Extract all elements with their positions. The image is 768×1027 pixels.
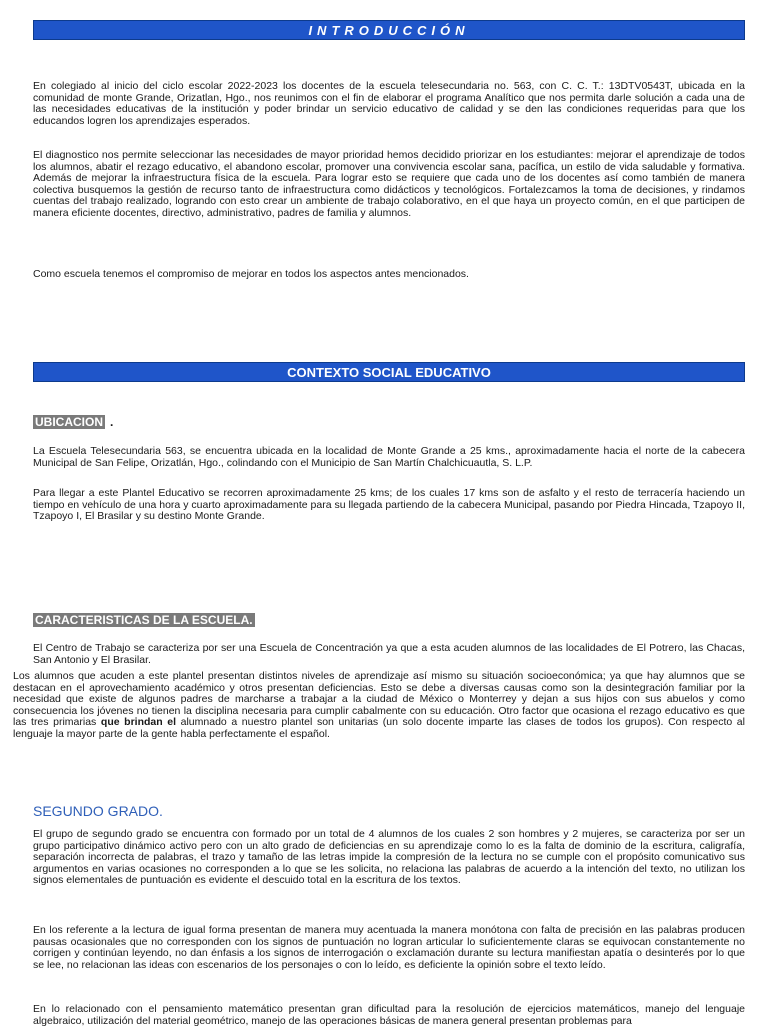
- intro-paragraph-3: Como escuela tenemos el compromiso de mejorar en todos los aspectos antes mencionados.: [33, 268, 469, 280]
- intro-paragraph-1: En colegiado al inicio del ciclo escolar 2022-2023 los docentes de la escuela telesecundaria no. 563, con C. C. T.: 13DTV0543T, ubicada en la comunidad de monte Grande, Orizatlan, Hgo., nos reunimos con el fin de elaborar el programa Analítico que nos permita darle solución a cada una de las necesidades educativas de la institución y poder brindar un servicio educativo de calidad y se den las condiciones requeridas para que los educandos logren los aprendizajes esperados.: [33, 80, 745, 127]
- caracteristicas-text-bold: que brindan el: [100, 716, 177, 729]
- ubicacion-heading: UBICACION: [35, 415, 103, 429]
- intro-paragraph-2: El diagnostico nos permite seleccionar las necesidades de mayor prioridad hemos decidido priorizar en los estudiantes: mejorar el aprendizaje de todos los alumnos, abatir el rezago educativo, el abandono escolar, promover una convivencia escolar sana, pacífica, un estilo de vida saludable y formativa. Además de mejorar la infraestructura física de la escuela. Para lograr esto se requiere que cada uno de los docentes así como también de manera colectiva busquemos la gestión de recurso tanto de infraestructura como didácticos y tecnológicos. Fortalezcamos la toma de decisiones, y rindamos cuentas del trabajo realizado, logrando con esto crear un ambiente de trabajo colaborativo, en el que haya un proyecto común, en el que participen de manera eficiente docentes, directivo, administrativo, padres de familia y alumnos.: [33, 149, 745, 219]
- ubicacion-paragraph-1: La Escuela Telesecundaria 563, se encuentra ubicada en la localidad de Monte Grande a 25 kms., aproximadamente hacia el norte de la cabecera Municipal de San Felipe, Orizatlán, Hgo., colindando con el Municipio de San Martín Chalchicuautla, S. L.P.: [33, 445, 745, 469]
- caracteristicas-paragraph-2: [13, 671, 745, 741]
- segundo-paragraph-3: En lo relacionado con el pensamiento matemático presentan gran dificultad para la resolución de ejercicios matemáticos, manejo del lenguaje algebraico, utilización del material geométrico, manejo de las operaciones básicas de manera general presentan problemas para: [33, 1003, 745, 1027]
- ubicacion-heading-period: .: [110, 415, 114, 429]
- context-banner: CONTEXTO SOCIAL EDUCATIVO: [33, 362, 745, 382]
- segundo-paragraph-1: El grupo de segundo grado se encuentra con formado por un total de 4 alumnos de los cuales 2 son hombres y 2 mujeres, se caracteriza por ser un grupo participativo dinámico activo pero con un alto grado de deficiencias en su aprendizaje como lo es la falta de dominio de la escritura, caligrafía, separación incorrecta de palabras, el trazo y tamaño de las letras impide la compresión de la lectura no se cumple con el propósito comunicativo sus argumentos en varias ocasiones no corresponden a lo que se les solicita, no relaciona las palabras de acuerdo a la intención del texto, no utilizan los signos elementales de puntuación es evidente el descuido total en la escritura de los textos.: [33, 828, 745, 887]
- caracteristicas-paragraph-1: El Centro de Trabajo se caracteriza por ser una Escuela de Concentración ya que a esta acuden alumnos de las localidades de El Potrero, las Chacas, San Antonio y El Brasilar.: [33, 642, 745, 666]
- caracteristicas-text-b: alumnado a nuestro plantel son unitarias (un solo docente imparte las clases de todos los grupos). Con respecto al lenguaje la mayor parte de la gente habla perfectamente el español.: [13, 716, 745, 740]
- intro-banner: INTRODUCCIÓN: [33, 20, 745, 40]
- caracteristicas-heading: CARACTERISTICAS DE LA ESCUELA.: [35, 613, 253, 627]
- segundo-grado-heading: SEGUNDO GRADO.: [33, 803, 163, 819]
- segundo-paragraph-2: En los referente a la lectura de igual forma presentan de manera muy acentuada la manera monótona con falta de precisión en las palabras producen pausas ocasionales que no corresponden con los signos de puntuación no logran articular lo suficientemente claras se equivocan constantemente no corrigen y continúan leyendo, no dan énfasis a los signos de interrogación o exclamación durante su lectura manifiestan apatía o desinterés por lo que se lee, no relacionan las ideas con escenarios de los personajes o con lo leído, es deficiente la opinión sobre el texto leído.: [33, 924, 745, 971]
- ubicacion-paragraph-2: Para llegar a este Plantel Educativo se recorren aproximadamente 25 kms; de los cuales 17 kms son de asfalto y el resto de terracería haciendo un tiempo en vehículo de una hora y cuarto aproximadamente para su llegada partiendo de la cabecera Municipal, pasando por Piedra Hincada, Tzapoyo II, Tzapoyo I, El Brasilar y su destino Monte Grande.: [33, 487, 745, 523]
- caracteristicas-text-a: Los alumnos que acuden a este plantel presentan distintos niveles de aprendizaje así mismo su situación socioeconómica; ya que hay alumnos que se destacan en el aprovechamiento académico y otros presentan deficiencias. Esto se debe a diversas causas como son la desintegración familiar por la necesidad que existe de algunos padres de marcharse a trabajar a la ciudad de México o Monterrey y dejan a sus hijos con sus abuelos y como consecuencia los jóvenes no tienen la disciplina necesaria para cumplir cabalmente con su educación. Otro factor que ocasiona el rezago educativo es que las tres primarias: [13, 670, 745, 729]
